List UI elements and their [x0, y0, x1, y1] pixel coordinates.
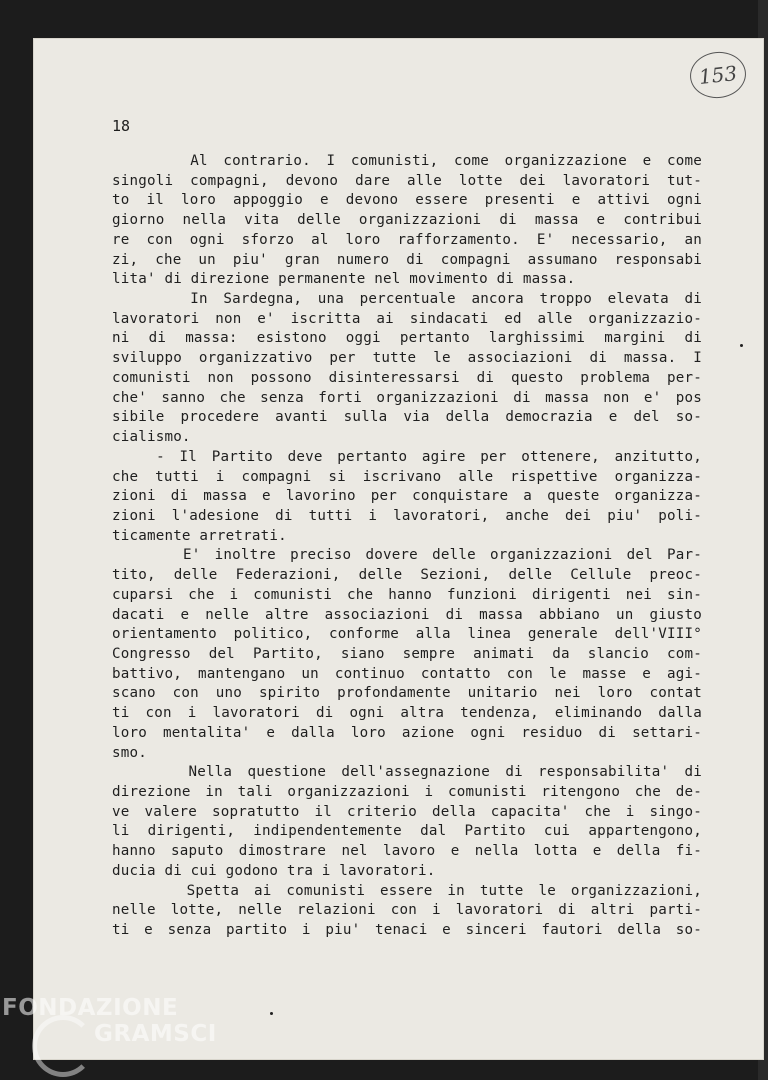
typewritten-body: [112, 152, 702, 941]
text-line: hanno saputo dimostrare nel lavoro e nella lotta e della fi-: [112, 843, 702, 860]
text-line: Congresso del Partito, siano sempre animati da slancio com-: [112, 645, 702, 662]
text-line: scano con uno spirito profondamente unitario nei loro contat: [112, 685, 702, 702]
page-number: 18: [112, 117, 131, 135]
text-line: zioni di massa e lavorino per conquistare a queste organizza-: [112, 488, 702, 505]
text-line: orientamento politico, conforme alla linea generale dell'VIII°: [112, 626, 702, 643]
text-line: battivo, mantengano un continuo contatto con le masse e agi-: [112, 665, 702, 682]
text-line: loro mentalita' e dalla loro azione ogni residuo di settari-: [112, 724, 702, 741]
text-line: - Il Partito deve pertanto agire per ottenere, anzitutto,: [112, 448, 702, 465]
text-line: smo.: [112, 744, 147, 761]
text-line: ducia di cui godono tra i lavoratori.: [112, 862, 436, 879]
watermark-line-1: FONDAZIONE: [2, 995, 179, 1021]
text-line: E' inoltre preciso dovere delle organizzazioni del Par-: [112, 547, 702, 564]
text-line: re con ogni sforzo al loro rafforzamento. E' necessario, an: [112, 231, 702, 248]
archive-stamp: 153: [688, 49, 749, 101]
text-line: nelle lotte, nelle relazioni con i lavoratori di altri parti-: [112, 902, 702, 919]
text-line: ni di massa: esistono oggi pertanto larghissimi margini di: [112, 330, 702, 347]
text-line: dacati e nelle altre associazioni di massa abbiano un giusto: [112, 606, 702, 623]
text-line: giorno nella vita delle organizzazioni di massa e contribui: [112, 212, 702, 229]
text-line: cialismo.: [112, 429, 191, 446]
text-line: tito, delle Federazioni, delle Sezioni, delle Cellule preoc-: [112, 567, 702, 584]
text-line: Spetta ai comunisti essere in tutte le organizzazioni,: [112, 882, 702, 899]
watermark-line-2: GRAMSCI: [94, 1021, 217, 1047]
text-line: li dirigenti, indipendentemente dal Partito cui appartengono,: [112, 823, 702, 840]
text-line: che' sanno che senza forti organizzazioni di massa non e' pos: [112, 389, 702, 406]
text-line: Nella questione dell'assegnazione di responsabilita' di: [112, 764, 702, 781]
text-line: ti con i lavoratori di ogni altra tendenza, eliminando dalla: [112, 705, 702, 722]
text-line: ticamente arretrati.: [112, 527, 287, 544]
paper-speck: [740, 344, 743, 347]
text-line: Al contrario. I comunisti, come organizzazione e come: [112, 153, 702, 169]
text-line: comunisti non possono disinteressarsi di questo problema per-: [112, 369, 702, 386]
text-line: direzione in tali organizzazioni i comunisti ritengono che de-: [112, 784, 702, 800]
text-line: sviluppo organizzativo per tutte le associazioni di massa. I: [112, 350, 702, 367]
text-line: to il loro appoggio e devono essere presenti e attivi ogni: [112, 192, 702, 209]
watermark-logo-icon: [32, 1015, 94, 1077]
text-line: lavoratori non e' iscritta ai sindacati ed alle organizzazio-: [112, 310, 702, 327]
text-line: zioni l'adesione di tutti i lavoratori, anche dei piu' poli-: [112, 507, 702, 524]
text-line: In Sardegna, una percentuale ancora troppo elevata di: [112, 291, 702, 308]
text-line: singoli compagni, devono dare alle lotte dei lavoratori tut-: [112, 172, 702, 189]
text-line: lita' di direzione permanente nel movimento di massa.: [112, 271, 576, 288]
text-line: zi, che un piu' gran numero di compagni assumano responsabi: [112, 251, 702, 268]
paper-speck: [270, 1012, 273, 1015]
text-line: ti e senza partito i piu' tenaci e sinceri fautori della so-: [112, 922, 702, 939]
text-line: che tutti i compagni si iscrivano alle rispettive organizza-: [112, 468, 702, 485]
fondazione-gramsci-watermark: [2, 995, 217, 1047]
text-line: sibile procedere avanti sulla via della democrazia e del so-: [112, 409, 702, 426]
text-line: ve valere sopratutto il criterio della capacita' che i singo-: [112, 803, 702, 820]
text-line: cuparsi che i comunisti che hanno funzioni dirigenti nei sin-: [112, 586, 702, 603]
